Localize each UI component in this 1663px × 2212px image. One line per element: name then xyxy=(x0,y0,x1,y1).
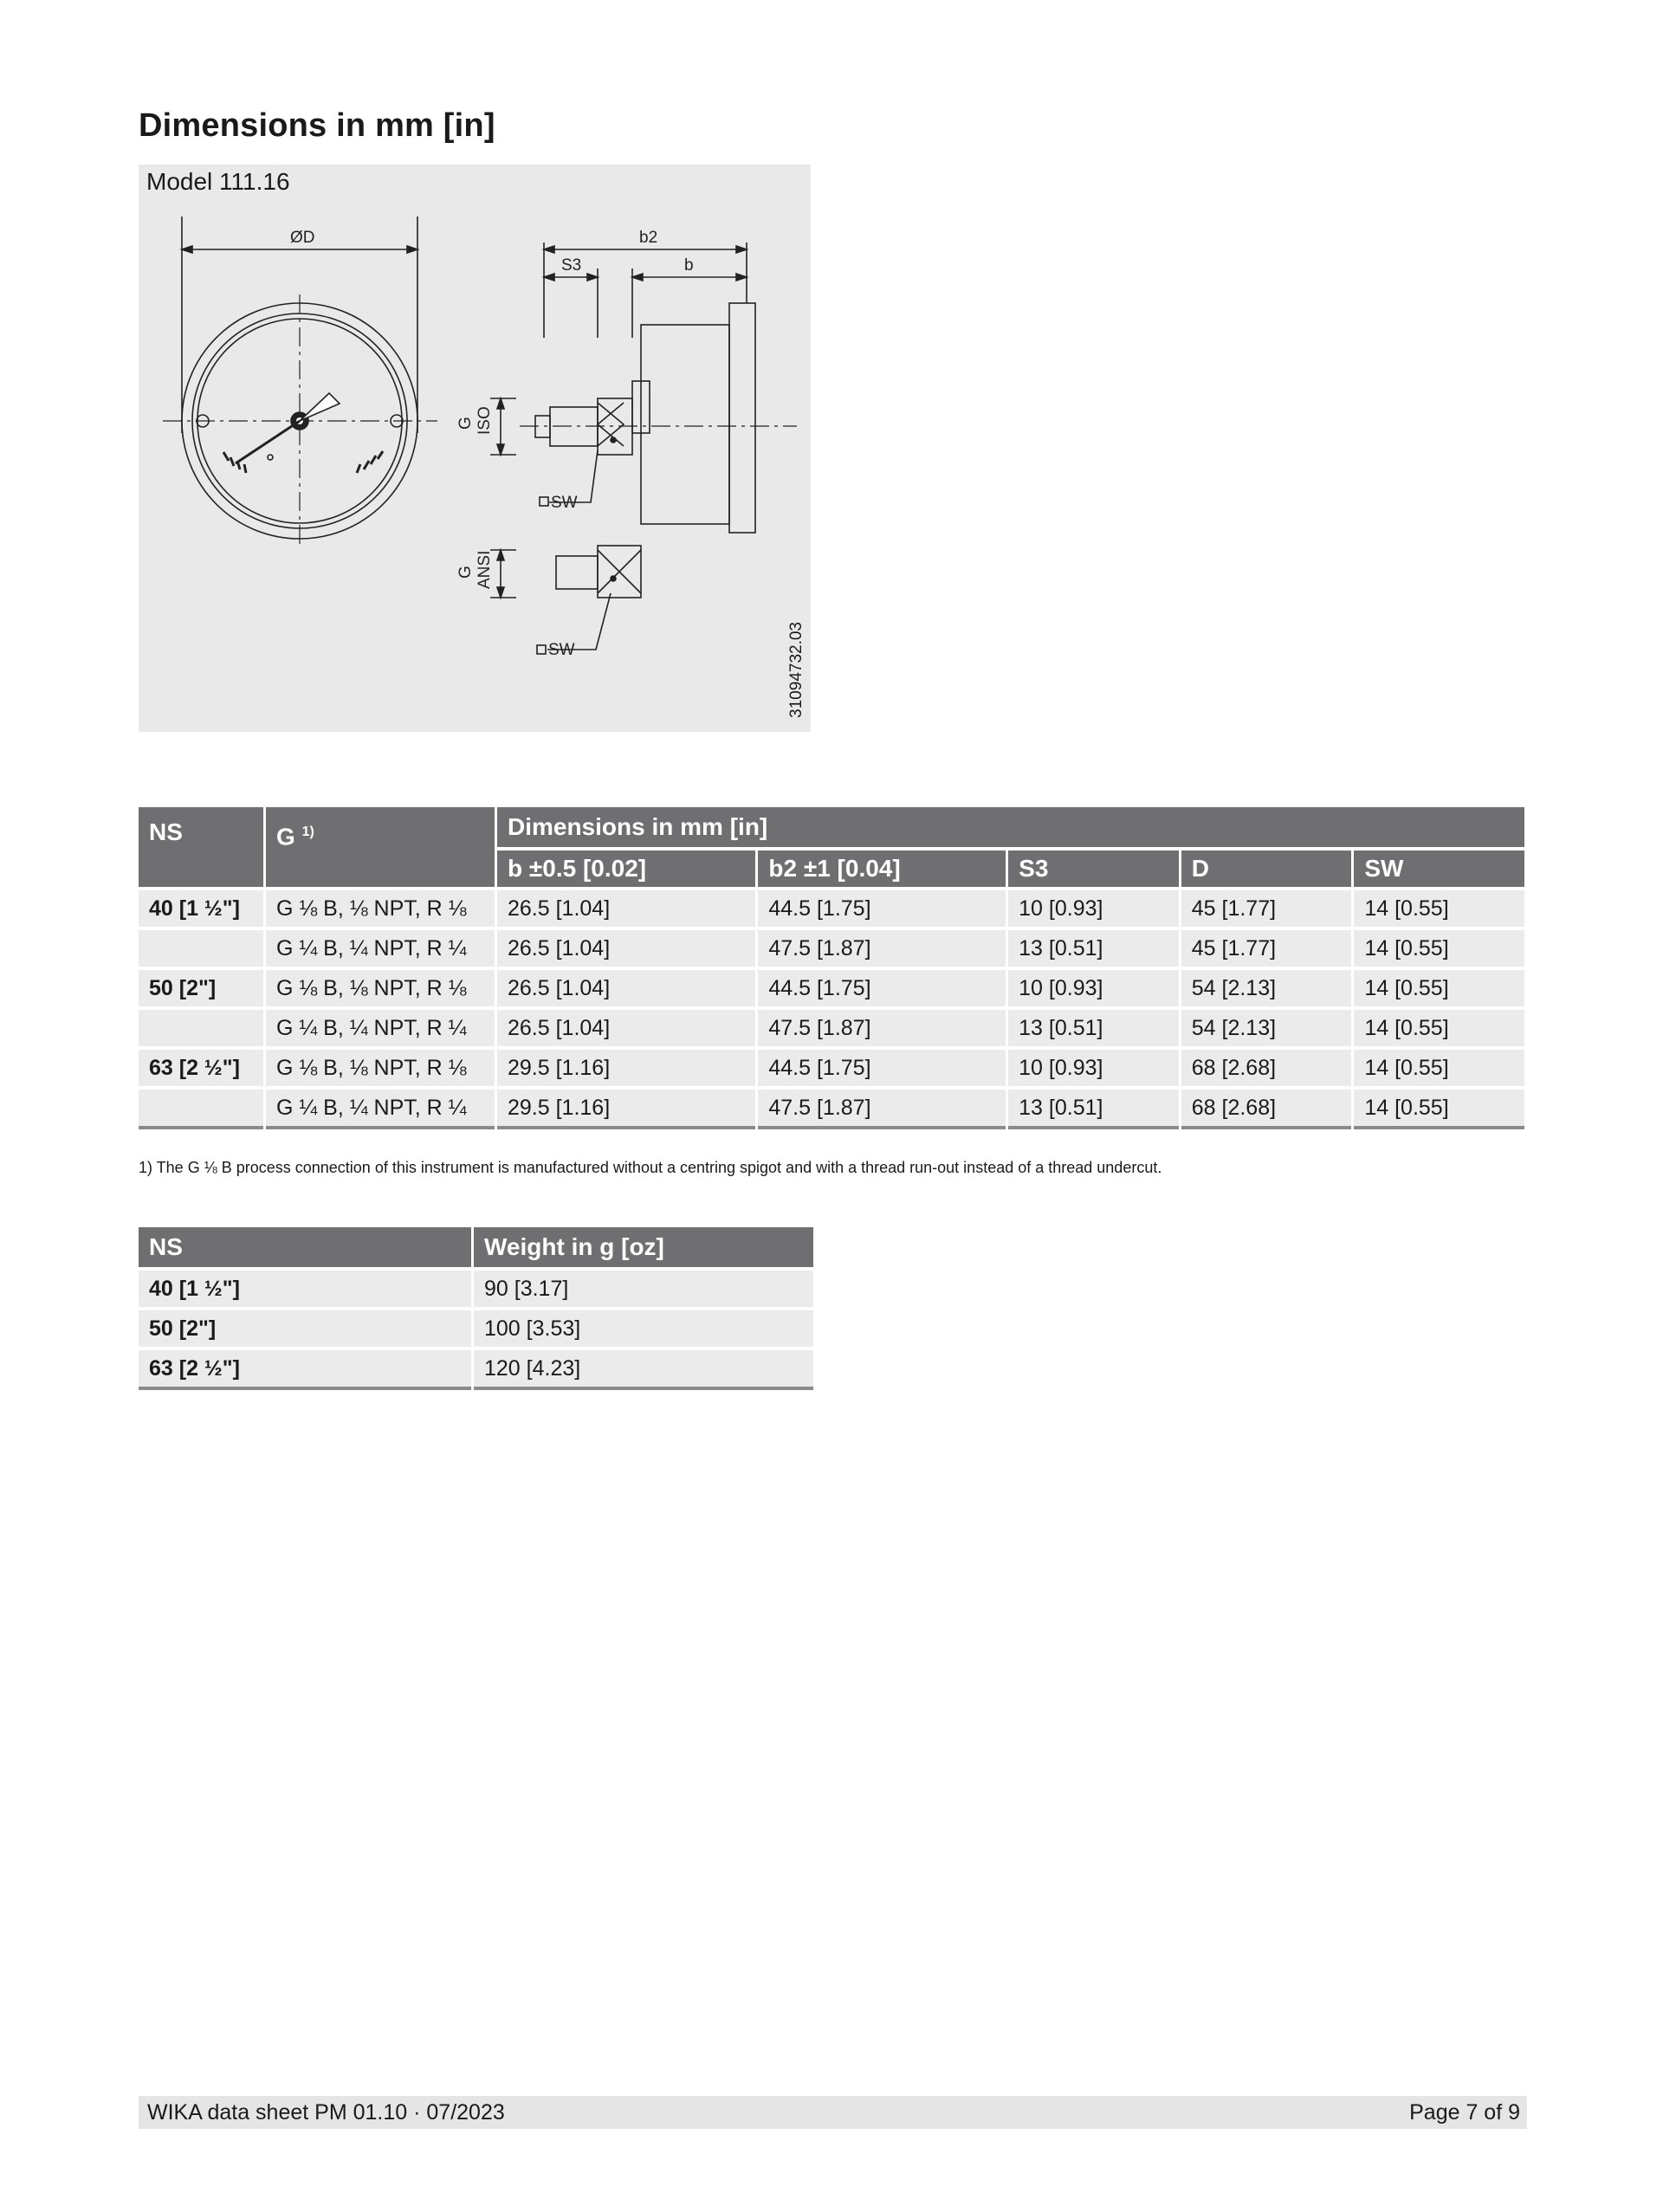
cell-b: 29.5 [1.16] xyxy=(497,1090,755,1129)
cell-d: 68 [2.68] xyxy=(1181,1090,1352,1129)
label-s3: S3 xyxy=(561,256,582,275)
page-title: Dimensions in mm [in] xyxy=(139,107,495,144)
header-sw: SW xyxy=(1354,851,1524,890)
cell-g: G ¼ B, ¼ NPT, R ¼ xyxy=(266,930,495,970)
cell-ns: 50 [2"] xyxy=(139,1310,471,1350)
header-ns: NS xyxy=(139,807,263,890)
cell-b: 26.5 [1.04] xyxy=(497,890,755,930)
cell-g: G ¼ B, ¼ NPT, R ¼ xyxy=(266,1090,495,1129)
cell-ns: 63 [2 ½"] xyxy=(139,1050,263,1090)
cell-s3: 10 [0.93] xyxy=(1008,890,1179,930)
table-row xyxy=(139,1050,1524,1090)
cell-weight: 120 [4.23] xyxy=(474,1350,813,1390)
header-dimensions: Dimensions in mm [in] xyxy=(497,807,1524,851)
cell-g: G ⅛ B, ⅛ NPT, R ⅛ xyxy=(266,1050,495,1090)
table-row xyxy=(139,890,1524,930)
cell-g: G ¼ B, ¼ NPT, R ¼ xyxy=(266,1010,495,1050)
cell-weight: 100 [3.53] xyxy=(474,1310,813,1350)
header-weight: Weight in g [oz] xyxy=(474,1227,813,1271)
drawing-code: 31094732.03 xyxy=(787,622,806,718)
technical-drawing xyxy=(139,165,811,732)
model-label: Model 111.16 xyxy=(146,168,290,195)
label-ansi: ANSI xyxy=(476,550,494,589)
table-row xyxy=(139,1271,813,1310)
header-ns: NS xyxy=(139,1227,471,1271)
table-row xyxy=(139,1090,1524,1129)
cell-b2: 47.5 [1.87] xyxy=(758,1010,1006,1050)
dimensions-table xyxy=(136,807,1527,1129)
cell-s3: 13 [0.51] xyxy=(1008,1010,1179,1050)
cell-b2: 47.5 [1.87] xyxy=(758,1090,1006,1129)
cell-g: G ⅛ B, ⅛ NPT, R ⅛ xyxy=(266,970,495,1010)
label-g-iso: G xyxy=(456,417,475,430)
footnote: 1) The G ⅛ B process connection of this instrument is manufactured without a centring spigot and with a thread run-out instead of a thread undercut. xyxy=(139,1159,1162,1176)
cell-ns: 40 [1 ½"] xyxy=(139,890,263,930)
cell-b2: 44.5 [1.75] xyxy=(758,970,1006,1010)
cell-b: 26.5 [1.04] xyxy=(497,1010,755,1050)
label-d: ØD xyxy=(290,229,315,247)
cell-ns xyxy=(139,930,263,970)
table-row xyxy=(139,970,1524,1010)
cell-s3: 13 [0.51] xyxy=(1008,930,1179,970)
cell-b: 29.5 [1.16] xyxy=(497,1050,755,1090)
cell-d: 68 [2.68] xyxy=(1181,1050,1352,1090)
cell-ns xyxy=(139,1010,263,1050)
cell-ns xyxy=(139,1090,263,1129)
cell-b2: 44.5 [1.75] xyxy=(758,890,1006,930)
cell-sw: 14 [0.55] xyxy=(1354,930,1524,970)
cell-g: G ⅛ B, ⅛ NPT, R ⅛ xyxy=(266,890,495,930)
header-b: b ±0.5 [0.02] xyxy=(497,851,755,890)
table-row xyxy=(139,1350,813,1390)
cell-s3: 13 [0.51] xyxy=(1008,1090,1179,1129)
cell-b2: 47.5 [1.87] xyxy=(758,930,1006,970)
cell-ns: 50 [2"] xyxy=(139,970,263,1010)
footnote-marker: 1) xyxy=(301,825,314,839)
cell-b: 26.5 [1.04] xyxy=(497,930,755,970)
label-sw-ansi: SW xyxy=(548,641,575,659)
page-footer xyxy=(139,2096,1527,2129)
page-number: Page 7 of 9 xyxy=(1409,2100,1520,2125)
footer-doc-id: WIKA data sheet PM 01.10 · 07/2023 xyxy=(147,2100,505,2125)
cell-b2: 44.5 [1.75] xyxy=(758,1050,1006,1090)
table-row xyxy=(139,1310,813,1350)
cell-d: 45 [1.77] xyxy=(1181,930,1352,970)
cell-sw: 14 [0.55] xyxy=(1354,1090,1524,1129)
table-row xyxy=(139,930,1524,970)
dimension-drawing xyxy=(139,165,811,732)
cell-sw: 14 [0.55] xyxy=(1354,970,1524,1010)
table-row xyxy=(139,1010,1524,1050)
label-g-ansi: G xyxy=(456,566,475,579)
label-b2: b2 xyxy=(639,229,658,247)
cell-ns: 63 [2 ½"] xyxy=(139,1350,471,1390)
header-b2: b2 ±1 [0.04] xyxy=(758,851,1006,890)
cell-s3: 10 [0.93] xyxy=(1008,1050,1179,1090)
cell-sw: 14 [0.55] xyxy=(1354,890,1524,930)
label-sw-iso: SW xyxy=(551,494,578,512)
weight-table xyxy=(136,1227,816,1390)
header-g: G $^{1)}$ xyxy=(266,807,495,890)
label-iso: ISO xyxy=(476,406,494,435)
cell-weight: 90 [3.17] xyxy=(474,1271,813,1310)
header-s3: S3 xyxy=(1008,851,1179,890)
cell-d: 45 [1.77] xyxy=(1181,890,1352,930)
cell-sw: 14 [0.55] xyxy=(1354,1010,1524,1050)
cell-sw: 14 [0.55] xyxy=(1354,1050,1524,1090)
cell-b: 26.5 [1.04] xyxy=(497,970,755,1010)
label-b: b xyxy=(684,256,694,275)
cell-d: 54 [2.13] xyxy=(1181,970,1352,1010)
cell-d: 54 [2.13] xyxy=(1181,1010,1352,1050)
cell-ns: 40 [1 ½"] xyxy=(139,1271,471,1310)
header-d: D xyxy=(1181,851,1352,890)
cell-s3: 10 [0.93] xyxy=(1008,970,1179,1010)
